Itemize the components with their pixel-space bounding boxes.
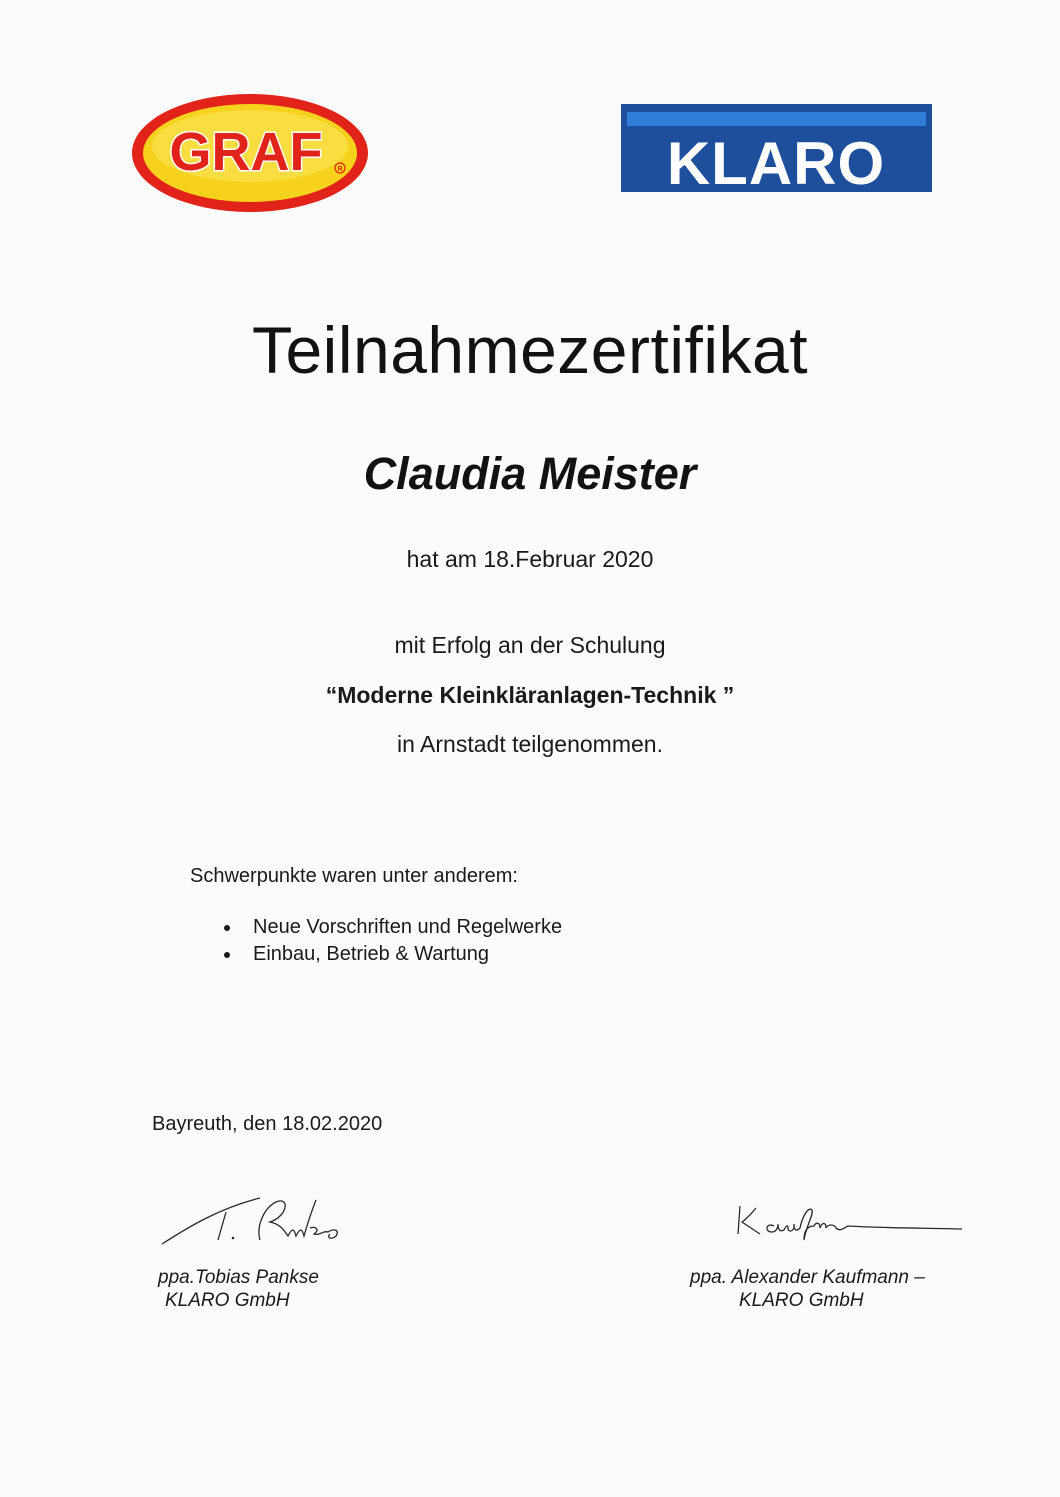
focus-list: [220, 914, 562, 968]
list-item: [220, 914, 562, 941]
signature-left: [160, 1186, 350, 1250]
svg-text:R: R: [337, 166, 343, 173]
graf-logo-text: GRAF: [169, 122, 323, 182]
list-item-label: Einbau, Betrieb & Wartung: [253, 943, 490, 965]
list-item-label: Neue Vorschriften und Regelwerke: [253, 916, 563, 938]
signer-left-name: ppa.Tobias Pankse: [158, 1267, 319, 1288]
signer-right: [690, 1266, 950, 1312]
signer-left: [158, 1266, 358, 1312]
place-line: in Arnstadt teilgenommen.: [397, 731, 663, 757]
success-line: mit Erfolg an der Schulung: [394, 632, 666, 658]
certificate-title: Teilnahmezertifikat: [251, 313, 809, 387]
recipient-name: Claudia Meister: [363, 448, 697, 499]
bullet-icon: [224, 925, 230, 931]
bullet-icon: [224, 952, 230, 958]
signer-left-company: KLARO GmbH: [165, 1290, 290, 1311]
signature-right: [730, 1196, 970, 1246]
issue-place-date: Bayreuth, den 18.02.2020: [152, 1113, 383, 1135]
klaro-logo: [621, 104, 932, 192]
date-line: hat am 18.Februar 2020: [406, 546, 654, 572]
focus-intro: Schwerpunkte waren unter anderem:: [190, 865, 518, 887]
graf-logo: [130, 92, 370, 214]
klaro-logo-text: KLARO: [666, 130, 886, 192]
course-title: “Moderne Kleinkläranlagen-Technik ”: [325, 682, 735, 708]
list-item: [220, 941, 562, 968]
signer-right-company: KLARO GmbH: [739, 1290, 864, 1311]
signer-right-name: ppa. Alexander Kaufmann –: [690, 1267, 925, 1288]
